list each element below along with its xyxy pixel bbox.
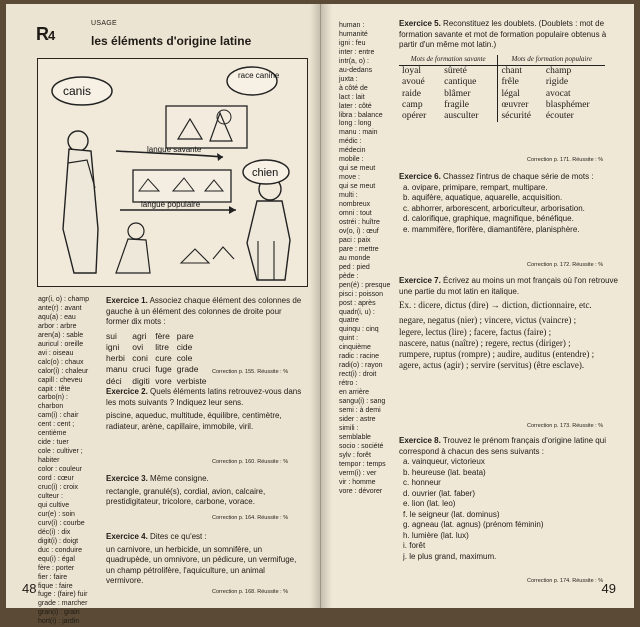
exercise-2: Exercice 2. Quels éléments latins retrouvez-vous dans les mots suivants ? Indiquez leur sens. piscine, aqueduc, multitude, équilibre, centimètre, radiateur, arène, capillaire, immobile, viril. bbox=[106, 387, 302, 431]
illustration bbox=[37, 58, 308, 287]
usage-label: USAGE bbox=[91, 20, 118, 27]
exercise-4: Exercice 4. Dites ce qu'est : un carnivore, un herbicide, un somnifère, un quadrupède, un omnivore, un pédicure, un vermifuge, un champ pétrolifère, l'aquiculture, un animal vermivore. bbox=[106, 532, 297, 586]
exercise-6: Exercice 6. Chassez l'intrus de chaque série de mots : a. ovipare, primipare, rempart, multipare. b. aquifère, aquatique, aquarelle, acquisition. c. abhorrer, arborescent, arboriculteur, arborisation. d. calorifique, graphique, magnifique, bénéfique. e. mammifère, florifère, diamantifère, planisphère. bbox=[399, 172, 594, 234]
right-page bbox=[321, 4, 634, 608]
page-number-left: 48 bbox=[22, 581, 37, 596]
speech-canis: canis bbox=[63, 84, 92, 98]
exercise-1-word-table: sui agri fère pare igni ovi litre cide herbi coni cure cole manu cruci fuge grade déci digiti vore verbiste bbox=[106, 330, 207, 386]
exercise-8-correction: Correction p. 174. Réussite : % bbox=[527, 578, 604, 584]
left-page bbox=[6, 4, 321, 626]
exercise-2-correction: Correction p. 160. Réussite : % bbox=[212, 459, 289, 465]
label-langue-populaire: langue populaire bbox=[141, 200, 201, 209]
exercise-8: Exercice 8. Trouvez le prénom français d'origine latine qui correspond à chacun des sens suivants : a. vainqueur, victorieux b. heureuse (lat. beata) c. honneur d. ouvrier (lat. faber) e. lion (lat. leo) f. le seigneur (lat. dominus) g. agneau (lat. agnus) (prénom féminin) h. lumière (lat. lux) i. forêt j. le plus grand, maximum. bbox=[399, 436, 606, 562]
illustration-drawing bbox=[38, 59, 307, 286]
page-number-right: 49 bbox=[601, 581, 616, 596]
open-book bbox=[6, 4, 634, 626]
exercise-7-correction: Correction p. 173. Réussite : % bbox=[527, 423, 604, 429]
exercise-1-correction: Correction p. 155. Réussite : % bbox=[212, 369, 289, 375]
exercise-3: Exercice 3. Même consigne. rectangle, granulé(s), cordial, avion, calcaire, prestidigitateur, tricolore, carbone, vorace. bbox=[106, 474, 266, 507]
latin-glossary-right: human : humanité igni : feu inter : entre intr(a, o) : au-dedans juxta : à côté de lact : lait later : côté libra : balance long : long manu : main médic : médecin mobile : qui se meut move : qui se meut multi : nombreux omni : tout ostréi : huître ov(o, i) : œuf paci : paix pare : mettre au monde ped : pied pède : pen(é) : presque pisci : poisson post : après quadr(i, u) : quatre quinqu : cinq quint : cinquième radic : racine radi(o) : rayon rect(i) : droit rétro : en arrière sangu(i) : sang semi : à demi sider : astre simili : semblable socio : société sylv : forêt tempor : temps verm(i) : ver vir : homme vore : dévorer bbox=[339, 22, 391, 495]
doublets-table: Mots de formation savante Mots de formation populaire loyal sûreté chant champ avoué cantique frêle rigide raide blâmer légal avocat camp fragile œuvrer blasphémer opérer ausculter sécurité écouter bbox=[399, 55, 605, 122]
section-badge: R4 bbox=[36, 24, 55, 44]
exercise-4-correction: Correction p. 168. Réussite : % bbox=[212, 589, 289, 595]
page-title: les éléments d'origine latine bbox=[91, 34, 252, 48]
exercise-5-correction: Correction p. 171. Réussite : % bbox=[527, 157, 604, 163]
exercise-3-correction: Correction p. 164. Réussite : % bbox=[212, 515, 289, 521]
exercise-1: Exercice 1. Associez chaque élément des colonnes de gauche à un élément des colonnes de droite pour former dix mots : sui agri fère pare igni ovi litre cide herbi coni cure cole manu cruci fuge grade déci digiti vore verbiste bbox=[106, 296, 302, 386]
exercise-7: Exercice 7. Écrivez au moins un mot français où l'on retrouve une partie du mot latin en italique. Ex. : dicere, dictus (dire) → diction, dictionnaire, etc. negare, negatus (nier) ; vincere, victus (vaincre) ; legere, lectus (lire) ; facere, factus (faire) ; nascere, natus (naître) ; regere, rectus (diriger) ; rumpere, ruptus (rompre) ; audire, auditus (entendre) ; agere, actus (agir) ; servire (servitus) (être esclave). bbox=[399, 276, 618, 371]
speech-chien: chien bbox=[252, 167, 279, 179]
label-langue-savante: langue savante bbox=[147, 145, 202, 154]
exercise-6-correction: Correction p. 172. Réussite : % bbox=[527, 262, 604, 268]
exercise-5: Exercice 5. Reconstituez les doublets. (Doublets : mot de formation savante et mot de formation populaire obtenus à partir d'un même mot latin.) Mots de formation savante Mots de formation populaire loyal sûreté chant champ avoué cantique frêle rigide raide blâmer légal avocat camp fragile œuvrer blasphémer opérer ausculter sécurité écouter bbox=[399, 19, 607, 121]
latin-glossary-left: agr(i, o) : champ ante(r) : avant aqu(a) : eau arbor : arbre aren(a) : sable auricul : oreille avi : oiseau calc(o) : chaux calor(i) : chaleur capill : cheveu capit : tête carbo(n) : charbon cam(i) : chair cent : cent ; centième cide : tuer cole : cultiver ; habiter color : couleur cord : cœur cruc(i) : croix culteur : qui cultive cur(e) : soin curv(i) : courbe déc(i) : dix digit(i) : doigt duc : conduire equ(i) : égal fère : porter fier : faire fique : faire fuge : (faire) fuir grade : marcher gran(i) : grain hort(i) : jardin bbox=[38, 296, 89, 626]
speech-race-canine: race canine bbox=[238, 71, 280, 80]
